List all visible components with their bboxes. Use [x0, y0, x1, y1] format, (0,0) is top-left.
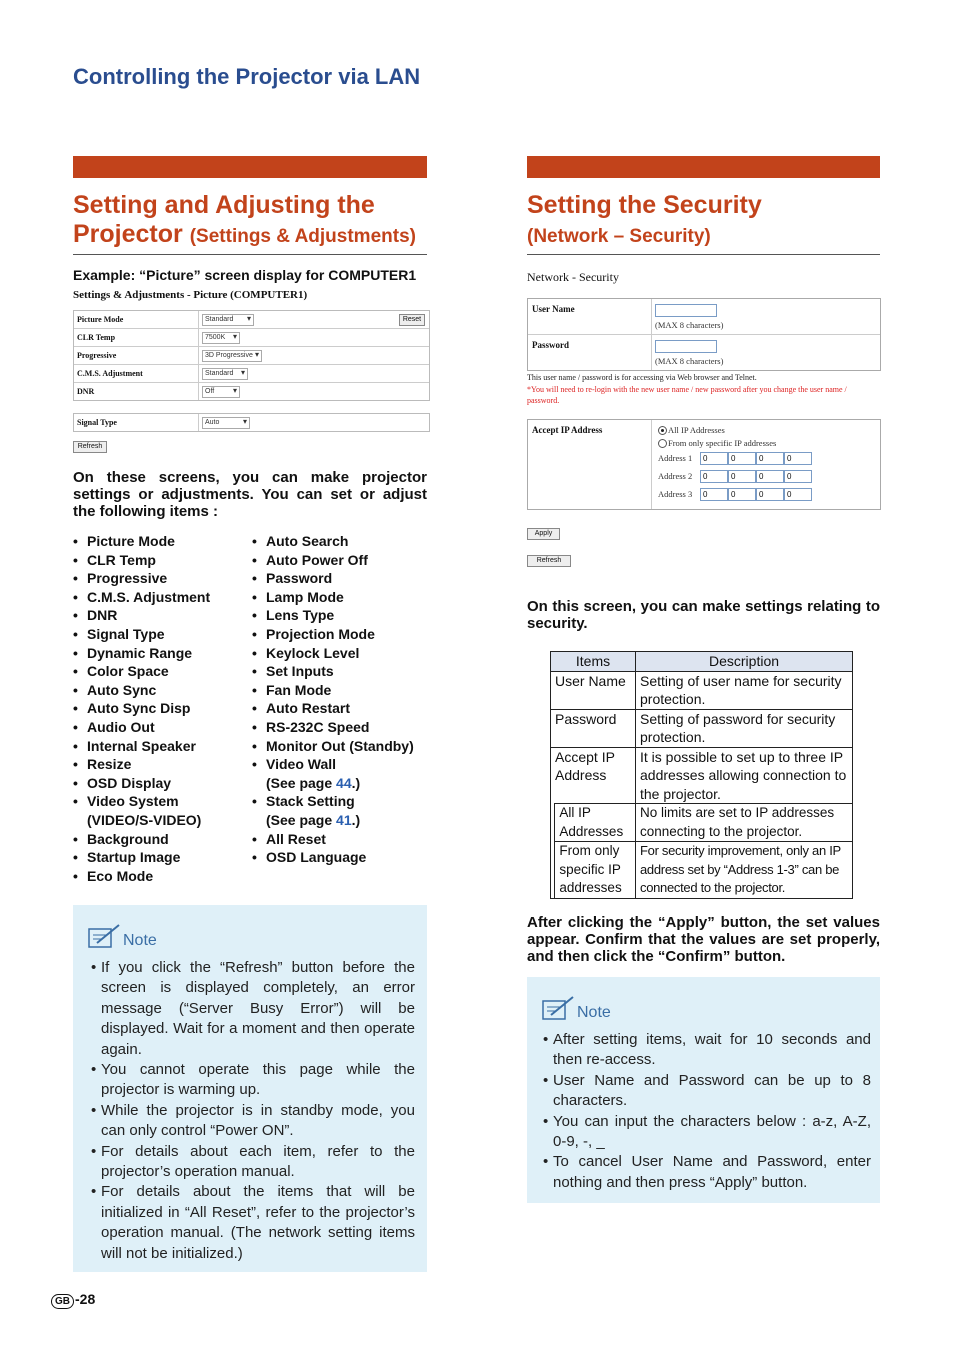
relogin-warning: *You will need to re-login with the new user name / new password after you change the user name / password.: [527, 384, 847, 405]
see-page-prefix: (See page: [266, 811, 337, 828]
item-list-entry: • Dynamic Range: [73, 644, 251, 663]
item-list-entry: • Monitor Out (Standby): [252, 737, 430, 756]
user-name-row: [528, 299, 880, 335]
note-item: • User Name and Password can be up to 8 characters.: [541, 1071, 871, 1112]
item-list-entry: • Projection Mode: [252, 625, 430, 644]
item-list-entry: • C.M.S. Adjustment: [73, 588, 251, 607]
page-number: [51, 1291, 95, 1309]
item-list-entry: • Lamp Mode: [252, 588, 430, 607]
item-list-entry: • OSD Language: [252, 848, 430, 867]
security-screen-title: Network - Security: [527, 270, 619, 284]
description-cell: Setting of user name for security protection.: [636, 671, 853, 709]
all-ip-label: All IP Addresses: [668, 425, 725, 435]
note-item: • After setting items, wait for 10 seconds and then re-access.: [541, 1030, 871, 1071]
item-list-entry: • Auto Power Off: [252, 551, 430, 570]
item-list-entry: • DNR: [73, 606, 251, 625]
address-octet-input[interactable]: 0: [728, 488, 756, 501]
apply-button[interactable]: Apply: [527, 528, 560, 540]
row-label: Accept IP Address: [532, 425, 603, 435]
right-note-box: [527, 977, 880, 1203]
picture-row: [74, 383, 429, 400]
picture-screen-title: Settings & Adjustments - Picture (COMPUTER1): [73, 289, 308, 301]
item-list-entry: • Auto Sync: [73, 681, 251, 700]
example-caption: Example: “Picture” screen display for COMPUTER1: [73, 267, 417, 283]
progressive-select[interactable]: 3D Progressive ▾: [202, 350, 262, 362]
address-octet-input[interactable]: 0: [728, 470, 756, 483]
address-octet-input[interactable]: 0: [756, 488, 784, 501]
after-apply-text: After clicking the “Apply” button, the set values appear. Confirm that the values are set properly, and then click the “Confirm” button.: [527, 914, 880, 965]
right-intro: On this screen, you can make settings relating to security.: [527, 598, 880, 632]
item-cell: Password: [551, 709, 636, 747]
note-item: • While the projector is in standby mode, you can only control “Power ON”.: [89, 1101, 415, 1142]
address-label: Address 2: [658, 471, 693, 481]
row-label: Signal Type: [77, 418, 117, 427]
region-badge: GB: [51, 1294, 74, 1309]
max-hint: (MAX 8 characters): [655, 356, 724, 366]
max-hint: (MAX 8 characters): [655, 320, 724, 330]
item-list-entry: • Password: [252, 569, 430, 588]
dnr-select[interactable]: Off ▾: [202, 386, 240, 398]
item-list-entry: • Progressive: [73, 569, 251, 588]
address-octet-input[interactable]: 0: [756, 470, 784, 483]
see-page-ref: [252, 811, 430, 830]
note-item: • For details about each item, refer to the projector’s operation manual.: [89, 1142, 415, 1183]
note-item: • For details about the items that will be initialized in “All Reset”, refer to the projector’s operation manual. (The network setting items will not be initialized.): [89, 1182, 415, 1264]
user-name-input[interactable]: [655, 304, 717, 317]
note-icon: [541, 995, 577, 1028]
reset-button[interactable]: Reset: [399, 314, 425, 326]
row-label: C.M.S. Adjustment: [77, 369, 143, 378]
note-label: Note: [123, 932, 157, 949]
right-title-rule: [527, 254, 880, 255]
item-list-entry: • Set Inputs: [252, 662, 430, 681]
item-list-entry: • OSD Display: [73, 774, 251, 793]
row-label: Picture Mode: [77, 315, 124, 324]
right-title-main: Setting the Security: [527, 191, 762, 219]
address-octet-input[interactable]: 0: [700, 452, 728, 465]
description-cell: It is possible to set up to three IP addresses allowing connection to the projector.: [636, 747, 853, 804]
address-label: Address 1: [658, 453, 693, 463]
item-list-entry: • Lens Type: [252, 606, 430, 625]
row-label: DNR: [77, 387, 95, 396]
left-title-line1: Setting and Adjusting the: [73, 191, 375, 219]
item-list-entry: • Startup Image: [73, 848, 251, 867]
picture-mode-select[interactable]: Standard ▾: [202, 314, 254, 326]
note-item: • You can input the characters below : a-z, A-Z, 0-9, -, _: [541, 1112, 871, 1153]
item-list-entry: • Color Space: [73, 662, 251, 681]
password-input[interactable]: [655, 340, 717, 353]
credentials-table: [527, 298, 881, 371]
cms-select[interactable]: Standard ▾: [202, 368, 248, 380]
refresh-button[interactable]: Refresh: [73, 441, 107, 453]
row-label: CLR Temp: [77, 333, 116, 342]
item-list-entry: • Picture Mode: [73, 532, 251, 551]
left-note-list: [89, 958, 415, 1264]
refresh-button[interactable]: Refresh: [527, 555, 571, 567]
right-title: [527, 191, 887, 251]
section-bar-right: [527, 156, 880, 178]
items-list-1: [73, 532, 251, 885]
page-number-text: -28: [75, 1291, 96, 1307]
credentials-info: [527, 372, 879, 407]
row-label: User Name: [532, 304, 575, 314]
item-list-entry: • Video Wall: [252, 755, 430, 774]
description-header: Description: [636, 652, 853, 672]
note-item: • To cancel User Name and Password, enter nothing and then press “Apply” button.: [541, 1152, 871, 1193]
item-list-entry: • Background: [73, 830, 251, 849]
page-link[interactable]: 44: [336, 774, 352, 791]
item-cell: Accept IP Address: [551, 747, 636, 804]
item-list-entry: • Resize: [73, 755, 251, 774]
item-list-entry: • Video System: [73, 792, 251, 811]
picture-settings-table: [73, 310, 430, 401]
see-page-ref: [252, 774, 430, 793]
address-octet-input[interactable]: 0: [784, 488, 812, 501]
left-title-sub: (Settings & Adjustments): [189, 226, 416, 247]
item-list-entry: • Keylock Level: [252, 644, 430, 663]
item-list-entry: • Auto Restart: [252, 699, 430, 718]
item-cell: User Name: [551, 671, 636, 709]
description-cell: For security improvement, only an IP address set by “Address 1-3” can be connected to the projector.: [636, 842, 853, 899]
item-list-entry: • RS-232C Speed: [252, 718, 430, 737]
item-cell: All IP Addresses: [555, 804, 636, 842]
item-list-entry: • Internal Speaker: [73, 737, 251, 756]
password-row: [528, 335, 880, 370]
note-icon: [87, 923, 123, 956]
address-octet-input[interactable]: 0: [784, 452, 812, 465]
left-title-line2: Projector: [73, 220, 183, 248]
address-label: Address 3: [658, 489, 693, 499]
item-list-entry: • Auto Search: [252, 532, 430, 551]
items-list-2: [252, 532, 430, 867]
accept-ip-table: [527, 419, 881, 510]
page-link[interactable]: 41: [336, 811, 352, 828]
picture-row: [74, 329, 429, 347]
item-list-entry: • Eco Mode: [73, 867, 251, 886]
security-items-table: [550, 651, 853, 899]
item-cell: From only specific IP addresses: [555, 842, 636, 899]
info-text: This user name / password is for accessing via Web browser and Telnet.: [527, 373, 757, 382]
left-title-rule: [73, 254, 427, 255]
description-cell: No limits are set to IP addresses connecting to the projector.: [636, 804, 853, 842]
left-intro: On these screens, you can make projector settings or adjustments. You can set or adjust the following items :: [73, 469, 427, 520]
signal-type-table: [73, 413, 430, 432]
all-ip-radio[interactable]: [658, 426, 667, 435]
address-octet-input[interactable]: 0: [728, 452, 756, 465]
item-list-entry: • Audio Out: [73, 718, 251, 737]
item-list-entry: • Signal Type: [73, 625, 251, 644]
picture-row: [74, 347, 429, 365]
left-title: [73, 191, 433, 251]
note-item: • You cannot operate this page while the projector is warming up.: [89, 1060, 415, 1101]
item-list-entry: • Fan Mode: [252, 681, 430, 700]
see-page-suffix: .): [351, 774, 361, 791]
see-page-suffix: .): [351, 811, 361, 828]
item-list-entry: • Auto Sync Disp: [73, 699, 251, 718]
picture-row: [74, 365, 429, 383]
item-list-entry: • Stack Setting: [252, 792, 430, 811]
note-item: • If you click the “Refresh” button before the screen is displayed completely, an error message (“Server Busy Error”) will be displayed. Wait for a moment and then operate again.: [89, 958, 415, 1060]
description-cell: Setting of password for security protection.: [636, 709, 853, 747]
address-octet-input[interactable]: 0: [756, 452, 784, 465]
note-label: Note: [577, 1004, 611, 1021]
signal-type-select[interactable]: Auto ▾: [202, 417, 250, 429]
address-octet-input[interactable]: 0: [700, 488, 728, 501]
right-note-list: [541, 1030, 871, 1193]
section-header: Controlling the Projector via LAN: [73, 64, 421, 89]
section-bar-left: [73, 156, 427, 178]
left-note-box: [73, 905, 427, 1272]
clr-temp-select[interactable]: 7500K ▾: [202, 332, 240, 344]
picture-row: [74, 311, 429, 329]
specific-ip-label: From only specific IP addresses: [668, 438, 777, 448]
specific-ip-radio[interactable]: [658, 439, 667, 448]
address-octet-input[interactable]: 0: [784, 470, 812, 483]
row-label: Progressive: [77, 351, 117, 360]
item-list-entry: • All Reset: [252, 830, 430, 849]
item-list-entry: • CLR Temp: [73, 551, 251, 570]
right-title-sub: (Network – Security): [527, 226, 711, 247]
item-list-entry: (VIDEO/S-VIDEO): [87, 811, 202, 828]
see-page-prefix: (See page: [266, 774, 337, 791]
items-header: Items: [551, 652, 636, 672]
row-label: Password: [532, 340, 570, 350]
address-octet-input[interactable]: 0: [700, 470, 728, 483]
